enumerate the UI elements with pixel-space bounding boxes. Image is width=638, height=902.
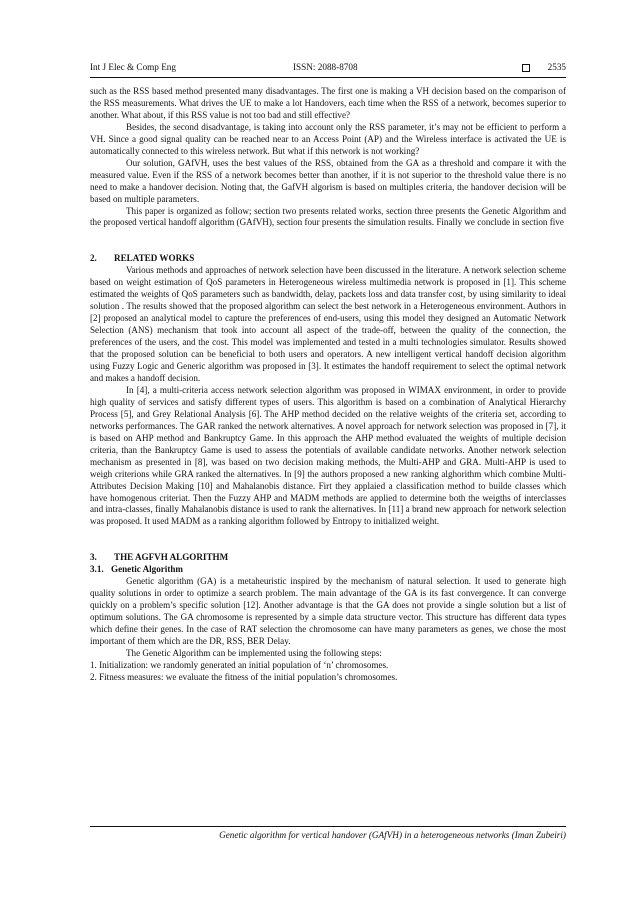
section-paragraph: In [4], a multi-criteria access network selection algorithm was proposed in WIMAX environment, in order to provide high quality of services and satisfy different types of users. This algorithm is based on a combination of Analytical Hierarchy Process [5], and Grey Relational Analysis [6]. The AHP method decided on the relative weights of the criteria set, according to networks performances. The GAR ranked the network alternatives. A novel approach for network selection was proposed in [7], it is based on AHP method and Bankruptcy Game. In this approach the AHP method evaluated the weights of multiple decision criteria, than the Bankruptcy Game is used to assess the potentials of available candidate networks. Another network selection mechanism as presented in [8], was based on two decision making methods, the Multi-AHP and GRA. Multi-AHP is used to weigh criterions while GRA ranked the alternatives. In [9] the authors proposed a new ranking alghorithm which combine Multi-Attributes Decision Making [10] and Mahalanobis distance. Firt they applaied a classification method to builde classes which have homogenous criteriat. Then the Fuzzy AHP and MADM methods are applied to determine both the weigths of interclasses and intra-classes, finally Mahalanobis distance is used to rank the alternatives. In [11] a brand new approach for network selection was proposed. It used MADM as a ranking algorithm followed by Entropy to initialized weight.	[90, 384, 566, 527]
intro-paragraph: Besides, the second disadvantage, is taking into account only the RSS parameter, it’s may not be efficient to perform a VH. Since a good signal quality can be reached near to an Access Point (AP) and the Wireless interface is activated the UE is automatically connected to this wireless network. But what if this network is not working?	[90, 121, 566, 156]
running-header	[90, 62, 566, 76]
section-paragraph: Genetic algorithm (GA) is a metaheuristic inspired by the mechanism of natural selection. It used to generate high quality solutions in order to optimize a search problem. The main advantage of the GA is its fast convergence. It can converge quickly on a problem’s specific solution [12]. Another advantage is that the GA does not provide a single solution but a list of optimum solutions. The GA chromosome is represented by a simple data structure vector. This structure has different data types which define their genes. In the case of RAT selection the chromosome can have many parameters as genes, we chose the most important of them which are the DR, RSS, BER Delay.	[90, 576, 566, 647]
header-rule	[90, 77, 566, 78]
section-number: 3.	[90, 552, 97, 563]
section-heading	[90, 253, 566, 265]
subsection-number: 3.1.	[90, 564, 104, 575]
intro-paragraph: This paper is organized as follow; section two presents related works, section three presents the Genetic Algorithm and the proposed vertical handoff algorithm (GAfVH), section four presents the simulation results. Finally we conclude in section five	[90, 205, 566, 228]
section-title: THE AGFVH ALGORITHM	[114, 552, 229, 563]
issn: ISSN: 2088-8708	[293, 62, 358, 72]
section-title: RELATED WORKS	[114, 253, 195, 264]
section-paragraph: The Genetic Algorithm can be implemented using the following steps:	[126, 647, 382, 658]
subsection-heading	[90, 564, 566, 576]
page-number: 2535	[547, 62, 566, 72]
subsection-title: Genetic Algorithm	[111, 564, 183, 575]
journal-name: Int J Elec & Comp Eng	[90, 62, 176, 72]
body-text	[90, 86, 566, 684]
section-heading	[90, 552, 566, 564]
list-item: 2. Fitness measures: we evaluate the fitness of the initial population’s chromosomes.	[90, 671, 398, 682]
section-paragraph: Various methods and approaches of network selection have been discussed in the literature. A network selection scheme based on weight estimation of QoS parameters in Heterogeneous wireless multimedia network is proposed in [1]. This scheme estimated the weights of QoS parameters such as bandwidth, delay, packets loss and data transfer cost, by using similarity to ideal solution . The results showed that the proposed algorithm can select the best network in a Heterogeneous environment. Authors in [2] proposed an analytical model to capture the preferences of end-users, using this model they designed an Automatic Network Selection (ANS) mechanism that took into account all aspect of the trade-off, between the quality of the connection, the preferences of the users, and the cost. This model was implemented and tested in a multi technologies simulator. Results showed that the proposed solution can be beneficial to both users and operators. A new intelligent vertical handoff decision algorithm using Fuzzy Logic and Generic algorithm was proposed in [3]. It estimates the handoff requirement to select the optimal network and makes a handoff decision.	[90, 265, 566, 383]
section-number: 2.	[90, 253, 97, 264]
list-item: 1. Initialization: we randomly generated an initial population of ‘n’ chromosomes.	[90, 659, 389, 670]
intro-paragraph: Our solution, GAfVH, uses the best values of the RSS, obtained from the GA as a threshold and compare it with the measured value. Even if the RSS of a network becomes better than another, if it is not superior to the threshold value there is no need to make a handover decision. Noting that, the GafVH algorism is based on multiples criteria, the handover decision will be based on multiple parameters.	[90, 157, 566, 204]
running-footer: Genetic algorithm for vertical handover (GAfVH) in a heterogeneous networks (Iman Zubeiri)	[219, 830, 566, 840]
checkbox-square-icon	[522, 64, 530, 72]
footer-rule	[90, 826, 566, 827]
intro-paragraph: such as the RSS based method presented many disadvantages. The first one is making a VH decision based on the comparison of the RSS measurements. What drives the UE to make a lot Handovers, each time when the RSS of a network, becomes superior to another. What about, if this RSS value is not too bad and still effective?	[90, 86, 566, 120]
